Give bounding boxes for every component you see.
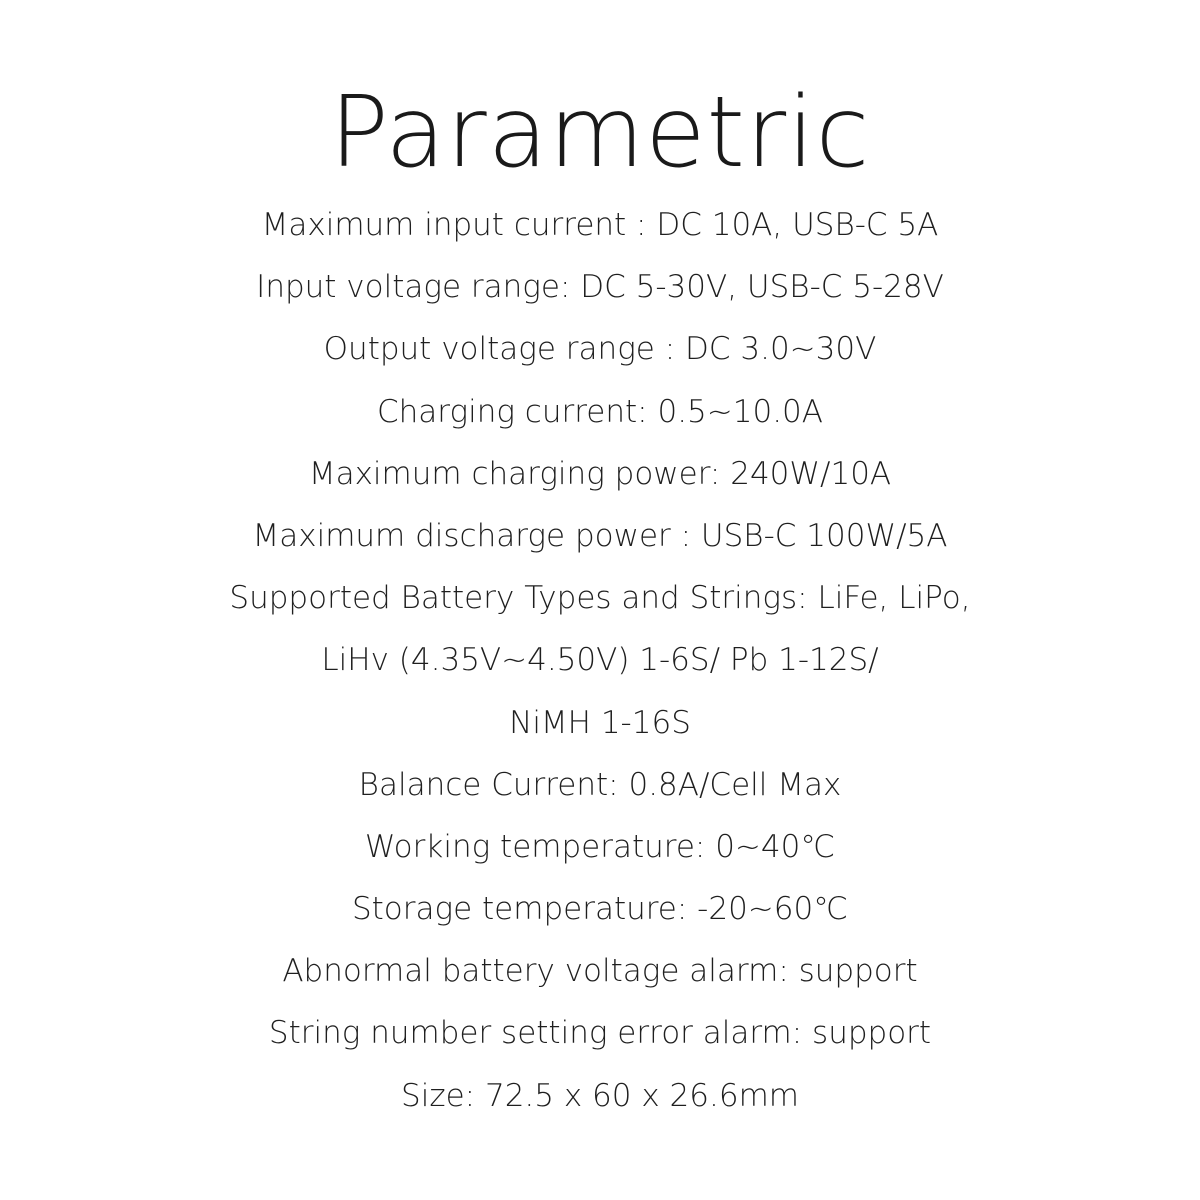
spec-battery-types-line-2: LiHv (4.35V~4.50V) 1-6S/ Pb 1-12S/ bbox=[321, 642, 879, 679]
spec-working-temperature: Working temperature: 0~40℃ bbox=[364, 828, 836, 865]
spec-input-voltage-range: Input voltage range: DC 5-30V, USB-C 5-28V bbox=[256, 269, 944, 306]
spec-max-charging-power: Maximum charging power: 240W/10A bbox=[308, 455, 892, 492]
spec-size: Size: 72.5 x 60 x 26.6mm bbox=[401, 1077, 799, 1114]
spec-list bbox=[0, 194, 1200, 1127]
spec-balance-current: Balance Current: 0.8A/Cell Max bbox=[358, 766, 842, 803]
spec-max-input-current: Maximum input current : DC 10A, USB-C 5A bbox=[261, 207, 939, 243]
spec-string-error-alarm: String number setting error alarm: support bbox=[268, 1015, 932, 1052]
spec-max-discharge-power: Maximum discharge power : USB-C 100W/5A bbox=[252, 517, 948, 554]
spec-battery-types-line-3: NiMH 1-16S bbox=[509, 704, 691, 741]
spec-output-voltage-range: Output voltage range : DC 3.0~30V bbox=[323, 331, 877, 368]
spec-charging-current: Charging current: 0.5~10.0A bbox=[377, 393, 823, 430]
spec-battery-types-line-1: Supported Battery Types and Strings: LiFe, LiPo, bbox=[229, 580, 971, 617]
spec-voltage-alarm: Abnormal battery voltage alarm: support bbox=[282, 953, 918, 990]
spec-storage-temperature: Storage temperature: -20~60℃ bbox=[351, 891, 849, 928]
page-title: Parametric bbox=[329, 76, 871, 190]
